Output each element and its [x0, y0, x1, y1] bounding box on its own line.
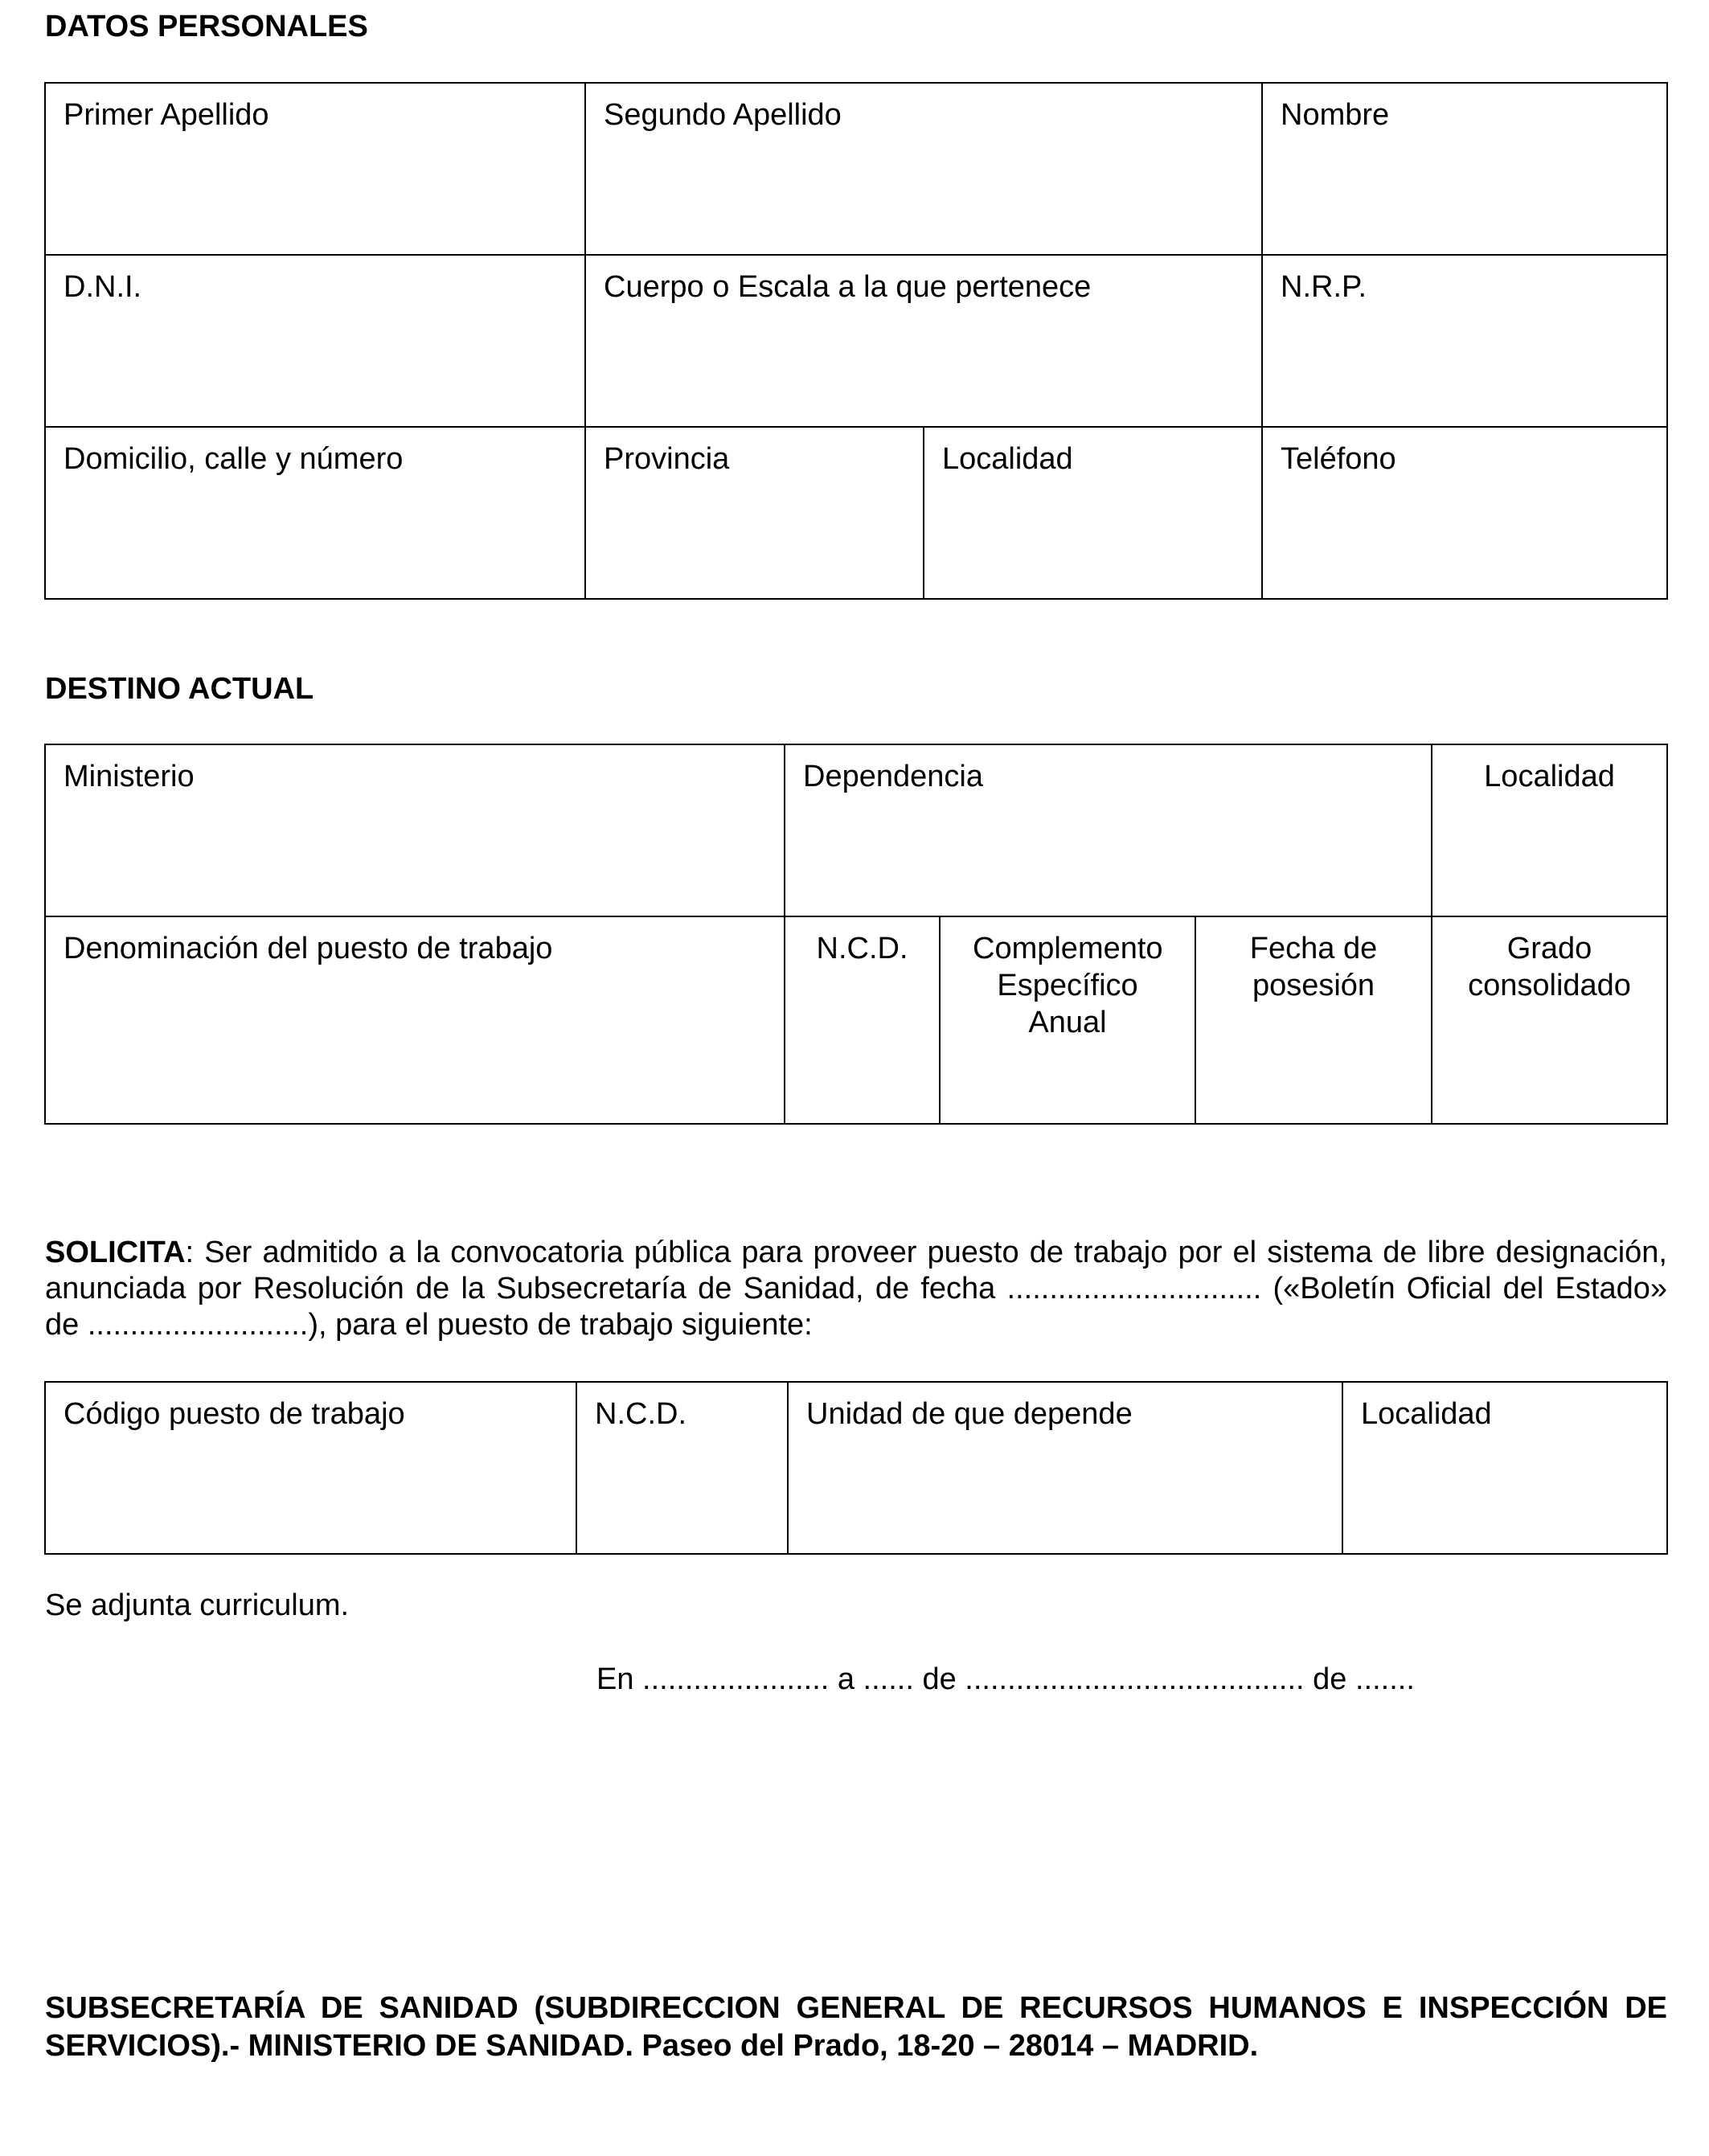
solicita-label: SOLICITA	[45, 1236, 186, 1269]
solicita-paragraph	[45, 1235, 1667, 1343]
field-dni[interactable]: D.N.I.	[45, 255, 585, 427]
destino-actual-table	[44, 744, 1668, 1125]
field-cuerpo-escala[interactable]: Cuerpo o Escala a la que pertenece	[585, 255, 1262, 427]
field-localidad[interactable]: Localidad	[924, 427, 1262, 599]
solicita-text: : Ser admitido a la convocatoria pública para proveer puesto de trabajo por el sistema de libre designación, anunciada por Resolución de la Subsecretaría de Sanidad, de fecha .............................. («Boletín Oficial del Estado» de ..........................), para el puesto de trabajo siguiente:	[45, 1236, 1667, 1342]
field-ncd[interactable]: N.C.D.	[785, 916, 940, 1124]
field-primer-apellido[interactable]: Primer Apellido	[45, 83, 585, 255]
field-domicilio[interactable]: Domicilio, calle y número	[45, 427, 585, 599]
field-ncd-puesto[interactable]: N.C.D.	[576, 1382, 788, 1554]
field-segundo-apellido[interactable]: Segundo Apellido	[585, 83, 1262, 255]
field-denominacion-puesto[interactable]: Denominación del puesto de trabajo	[45, 916, 785, 1124]
footer-address: SUBSECRETARÍA DE SANIDAD (SUBDIRECCION GENERAL DE RECURSOS HUMANOS E INSPECCIÓN DE SERVICIOS).- MINISTERIO DE SANIDAD. Paseo del Prado, 18-20 – 28014 – MADRID.	[45, 1991, 1667, 2063]
fecha-lugar-line: En ...................... a ...... de ........................................ de .......	[596, 1662, 1415, 1696]
section-heading-destino-actual: DESTINO ACTUAL	[45, 672, 314, 706]
puesto-solicitado-table	[44, 1381, 1668, 1555]
field-grado-consolidado[interactable]: Grado consolidado	[1432, 916, 1667, 1124]
field-localidad-puesto[interactable]: Localidad	[1342, 1382, 1667, 1554]
field-complemento-especifico[interactable]: Complemento Específico Anual	[940, 916, 1195, 1124]
field-provincia[interactable]: Provincia	[585, 427, 924, 599]
datos-personales-table	[44, 82, 1668, 600]
section-heading-datos-personales: DATOS PERSONALES	[45, 10, 368, 43]
field-localidad-destino[interactable]: Localidad	[1432, 744, 1667, 916]
adjunta-curriculum: Se adjunta curriculum.	[45, 1588, 350, 1622]
field-ministerio[interactable]: Ministerio	[45, 744, 785, 916]
field-codigo-puesto[interactable]: Código puesto de trabajo	[45, 1382, 576, 1554]
field-unidad-depende[interactable]: Unidad de que depende	[788, 1382, 1342, 1554]
field-nrp[interactable]: N.R.P.	[1262, 255, 1667, 427]
field-dependencia[interactable]: Dependencia	[785, 744, 1432, 916]
field-nombre[interactable]: Nombre	[1262, 83, 1667, 255]
field-fecha-posesion[interactable]: Fecha de posesión	[1195, 916, 1432, 1124]
field-telefono[interactable]: Teléfono	[1262, 427, 1667, 599]
